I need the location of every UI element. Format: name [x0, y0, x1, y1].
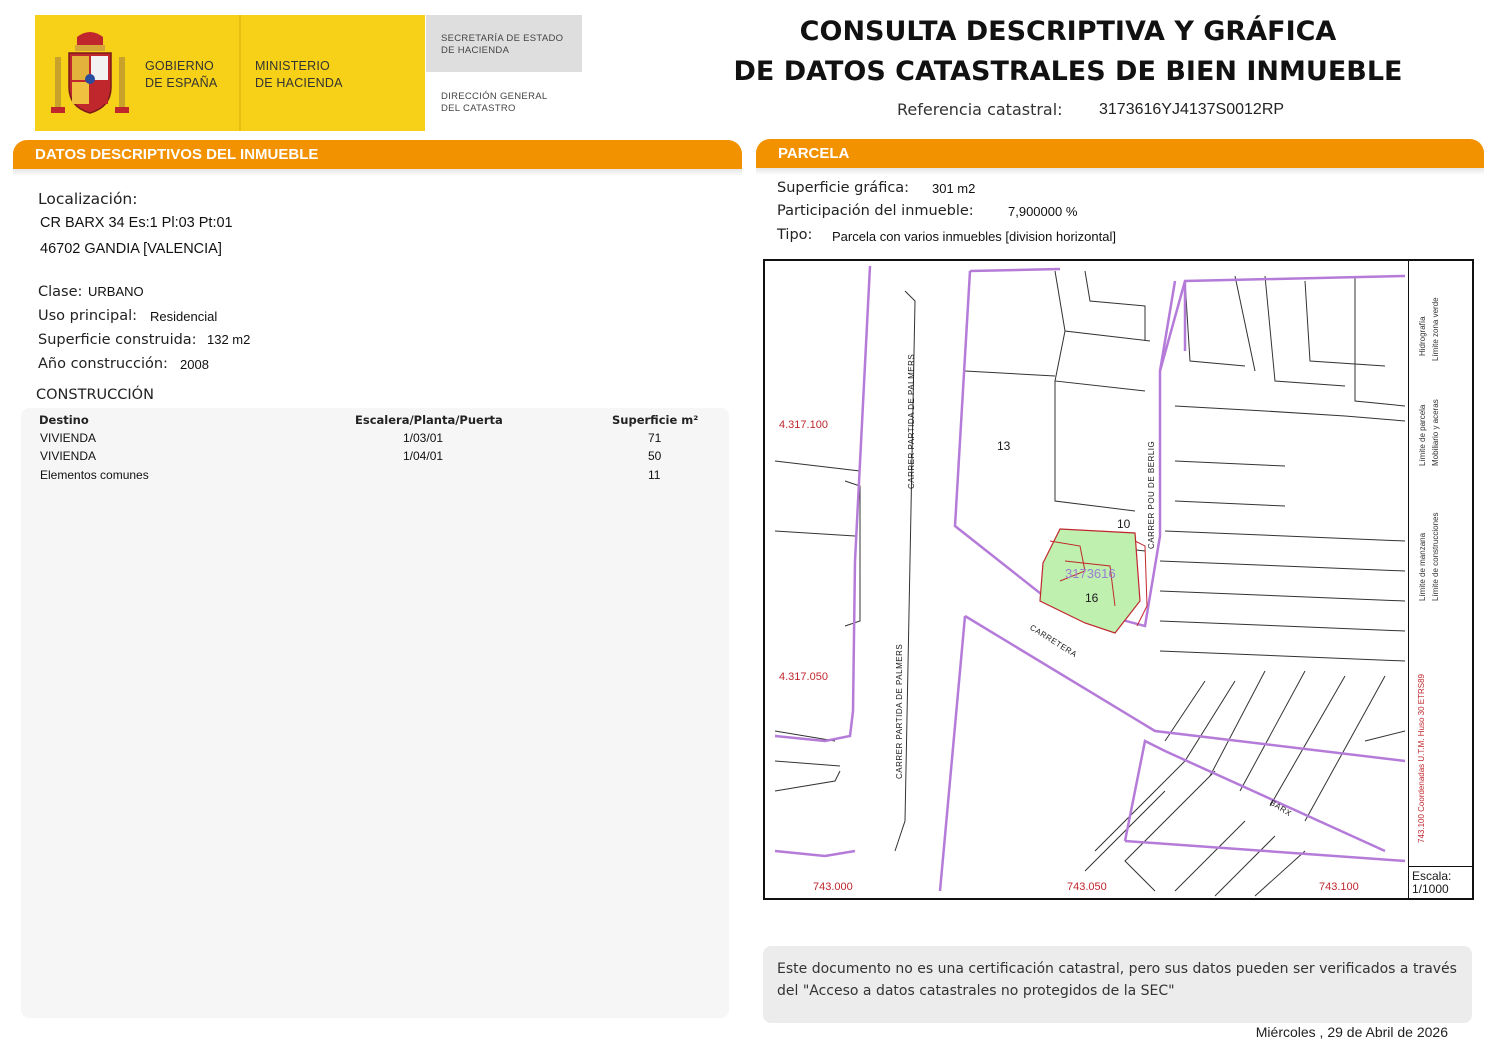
coord-x-1: 743.000 — [813, 881, 853, 893]
address-line-1: CR BARX 34 Es:1 Pl:03 Pt:01 — [40, 215, 233, 231]
cadastral-map[interactable] — [763, 259, 1474, 900]
table-cell: 71 — [648, 431, 662, 445]
block-number: 16 — [1085, 591, 1099, 605]
ref-value: 3173616YJ4137S0012RP — [1099, 101, 1285, 118]
col-header-destino: Destino — [39, 413, 89, 427]
legend-item: Límite de manzana — [1418, 532, 1427, 601]
scale-value: 1/1000 — [1412, 882, 1449, 896]
gov-line-2: DE ESPAÑA — [145, 76, 218, 90]
coord-y-2: 4.317.050 — [779, 671, 828, 683]
table-cell: 50 — [648, 449, 662, 463]
parcel-id-label: 3173616 — [1065, 566, 1116, 581]
uso-value: Residencial — [150, 309, 218, 324]
uso-label: Uso principal: — [38, 308, 138, 324]
superficie-label: Superficie construida: — [38, 332, 197, 348]
coord-x-2: 743.050 — [1067, 881, 1107, 893]
secretaria-line-1: SECRETARÍA DE ESTADO — [441, 33, 564, 44]
parcela-section-header — [756, 139, 1484, 174]
document-date: Miércoles , 29 de Abril de 2026 — [1255, 1024, 1448, 1040]
scale-label: Escala: — [1412, 869, 1452, 883]
table-cell: 11 — [648, 468, 661, 482]
street-label: CARRER PARTIDA DE PALMERS — [895, 643, 904, 779]
tipo-value: Parcela con varios inmuebles [division horizontal] — [832, 229, 1116, 244]
coord-y-1: 4.317.100 — [779, 419, 828, 431]
ref-label: Referencia catastral: — [897, 100, 1063, 119]
clase-label: Clase: — [38, 284, 83, 300]
table-row: VIVIENDA — [40, 449, 97, 463]
disclaimer-note: Este documento no es una certificación catastral, pero sus datos pueden ser verificados a través del "Acceso a datos catastrales no protegidos de la SEC" — [763, 946, 1472, 1023]
address-line-2: 46702 GANDIA [VALENCIA] — [40, 241, 222, 257]
location-label: Localización: — [38, 190, 138, 208]
clase-value: URBANO — [88, 284, 144, 299]
legend-item: Límite zona verde — [1431, 297, 1440, 361]
descriptive-section-title: DATOS DESCRIPTIVOS DEL INMUEBLE — [13, 140, 742, 169]
street-label: BARX — [1268, 798, 1294, 819]
gov-line-1: GOBIERNO — [145, 59, 214, 73]
street-label: CARRER POU DE BERLIG — [1147, 440, 1156, 549]
table-cell: 1/03/01 — [403, 431, 444, 445]
street-label: CARRETERA — [1028, 623, 1079, 660]
table-row: VIVIENDA — [40, 431, 97, 445]
construction-title: CONSTRUCCIÓN — [36, 387, 154, 403]
scale-box — [1408, 866, 1474, 900]
block-number: 10 — [1117, 517, 1131, 531]
coord-x-3: 743.100 — [1319, 881, 1359, 893]
tipo-label: Tipo: — [777, 227, 813, 243]
table-row: Elementos comunes — [40, 468, 149, 482]
government-logo-banner — [35, 15, 582, 131]
direccion-line-1: DIRECCIÓN GENERAL — [441, 91, 548, 102]
block-number: 13 — [997, 439, 1011, 453]
direccion-line-2: DEL CATASTRO — [441, 103, 516, 114]
parcela-section-title: PARCELA — [756, 139, 1484, 168]
superficie-value: 132 m2 — [207, 332, 251, 347]
secretaria-line-2: DE HACIENDA — [441, 45, 510, 56]
highlighted-parcel — [1040, 529, 1140, 633]
col-header-escalera: Escalera/Planta/Puerta — [355, 413, 503, 427]
descriptive-section-header — [13, 140, 742, 175]
page-title-line-1: CONSULTA DESCRIPTIVA Y GRÁFICA — [799, 16, 1337, 47]
legend-item: Hidrografía — [1418, 316, 1427, 356]
coat-of-arms-icon — [49, 27, 131, 123]
legend-item: Límite de construcciones — [1431, 512, 1440, 601]
anio-value: 2008 — [180, 357, 209, 372]
participacion-value: 7,900000 % — [1008, 204, 1078, 219]
anio-label: Año construcción: — [38, 356, 168, 372]
sup-grafica-value: 301 m2 — [932, 181, 976, 196]
street-label: CARRER PARTIDA DE PALMERS — [907, 353, 916, 489]
legend-item: Límite de parcela — [1418, 404, 1427, 466]
sup-grafica-label: Superficie gráfica: — [777, 180, 910, 196]
crs-label: 743.100 Coordenadas U.T.M. Huso 30 ETRS89 — [1417, 674, 1426, 843]
ministry-line-2: DE HACIENDA — [255, 76, 343, 90]
legend-item: Mobiliario y aceras — [1431, 399, 1440, 466]
page-title-line-2: DE DATOS CATASTRALES DE BIEN INMUEBLE — [733, 56, 1403, 87]
participacion-label: Participación del inmueble: — [777, 203, 974, 219]
ministry-line-1: MINISTERIO — [255, 59, 330, 73]
construction-table — [21, 408, 729, 1018]
col-header-superficie: Superficie m² — [612, 413, 699, 427]
table-cell: 1/04/01 — [403, 449, 444, 463]
map-legend — [1408, 261, 1474, 866]
